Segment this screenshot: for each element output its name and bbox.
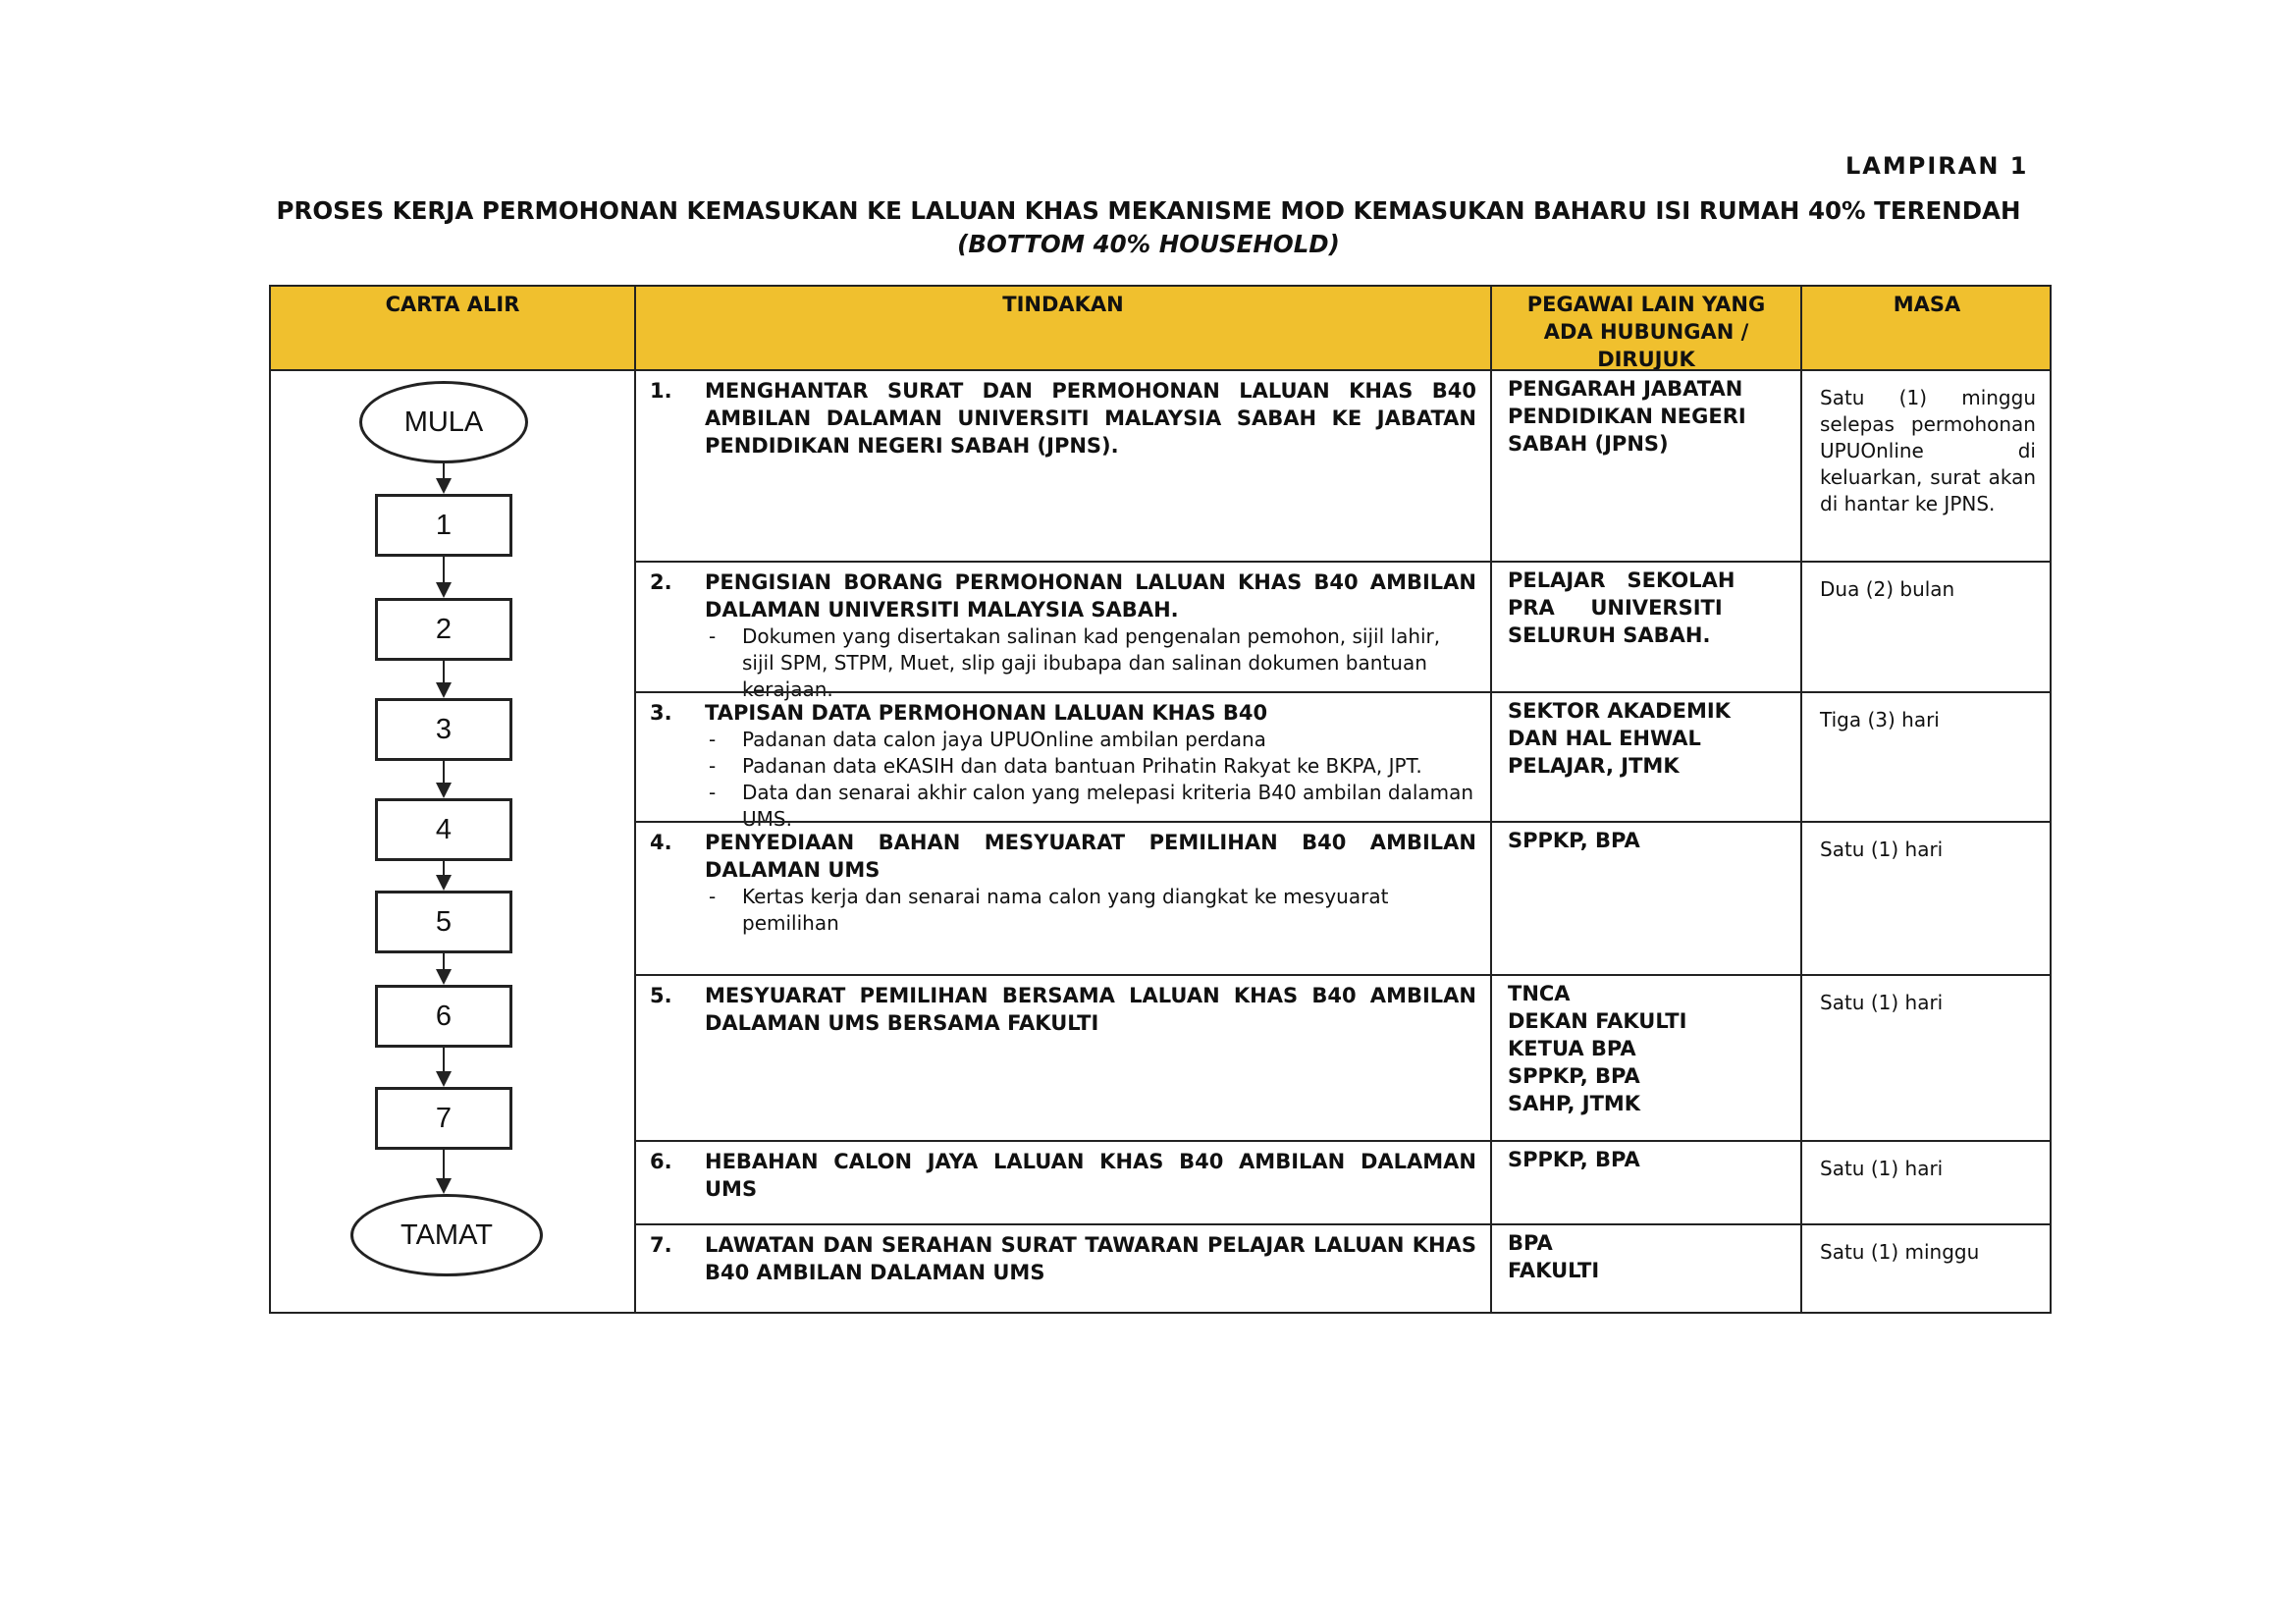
flow-step-box: 2 bbox=[375, 598, 512, 661]
header-officer: PEGAWAI LAIN YANG ADA HUBUNGAN / DIRUJUK bbox=[1490, 285, 1800, 369]
flow-connector bbox=[443, 661, 445, 684]
step-bullet: - Data dan senarai akhir calon yang melepasi kriteria B40 ambilan dalaman UMS. bbox=[705, 780, 1476, 833]
step-heading bbox=[650, 568, 1476, 623]
flow-step-box: 3 bbox=[375, 698, 512, 761]
arrow-down-icon bbox=[436, 875, 452, 891]
arrow-down-icon bbox=[436, 969, 452, 985]
step-heading bbox=[650, 982, 1476, 1037]
officer-line: BPA bbox=[1508, 1231, 1553, 1255]
step-title: PENYEDIAAN BAHAN MESYUARAT PEMILIHAN B40 AMBILAN DALAMAN UMS bbox=[705, 831, 1476, 882]
time-cell: Tiga (3) hari bbox=[1800, 691, 2052, 821]
step-number: 3. bbox=[650, 701, 672, 725]
time-cell: Satu (1) hari bbox=[1800, 1140, 2052, 1223]
time-cell: Satu (1) minggu selepas permohonan UPUOnline di keluarkan, surat akan di hantar ke JPNS. bbox=[1800, 369, 2052, 561]
officer-cell bbox=[1490, 691, 1800, 821]
time-cell: Satu (1) minggu bbox=[1800, 1223, 2052, 1314]
arrow-down-icon bbox=[436, 1071, 452, 1087]
step-number: 7. bbox=[650, 1233, 672, 1257]
flow-connector bbox=[443, 761, 445, 785]
table-border-bottom bbox=[269, 1312, 2052, 1314]
officer-cell bbox=[1490, 1140, 1800, 1223]
title-main: PROSES KERJA PERMOHONAN KEMASUKAN KE LALUAN KHAS MEKANISME MOD KEMASUKAN BAHARU ISI RUMAH 40% TERENDAH bbox=[276, 196, 2021, 225]
action-cell bbox=[634, 821, 1490, 974]
step-bullet: - Dokumen yang disertakan salinan kad pengenalan pemohon, sijil lahir, sijil SPM, STPM, Muet, slip gaji ibubapa dan salinan dokumen bantuan kerajaan. bbox=[705, 623, 1476, 703]
flow-step-box: 5 bbox=[375, 891, 512, 953]
step-heading bbox=[650, 699, 1476, 727]
flow-step-box: 4 bbox=[375, 798, 512, 861]
officer-line: FAKULTI bbox=[1508, 1259, 1600, 1282]
arrow-down-icon bbox=[436, 682, 452, 698]
step-title: HEBAHAN CALON JAYA LALUAN KHAS B40 AMBILAN DALAMAN UMS bbox=[705, 1150, 1476, 1201]
annex-label: LAMPIRAN 1 bbox=[1845, 152, 2029, 180]
time-cell: Dua (2) bulan bbox=[1800, 561, 2052, 691]
step-heading bbox=[650, 829, 1476, 884]
flow-connector bbox=[443, 557, 445, 584]
action-cell bbox=[634, 1223, 1490, 1314]
step-number: 4. bbox=[650, 831, 672, 854]
step-heading bbox=[650, 1148, 1476, 1203]
arrow-down-icon bbox=[436, 478, 452, 494]
flow-start: MULA bbox=[359, 381, 528, 463]
officer-line: PENDIDIKAN NEGERI bbox=[1508, 405, 1746, 428]
step-number: 5. bbox=[650, 984, 672, 1007]
step-title: TAPISAN DATA PERMOHONAN LALUAN KHAS B40 bbox=[705, 701, 1268, 725]
arrow-down-icon bbox=[436, 582, 452, 598]
officer-cell bbox=[1490, 821, 1800, 974]
flow-step-box: 1 bbox=[375, 494, 512, 557]
officer-line: SPPKP, BPA bbox=[1508, 1064, 1640, 1088]
step-number: 1. bbox=[650, 379, 672, 403]
flow-connector bbox=[443, 1048, 445, 1073]
step-heading bbox=[650, 1231, 1476, 1286]
officer-line: SEKTOR AKADEMIK bbox=[1508, 699, 1731, 723]
flow-step-box: 6 bbox=[375, 985, 512, 1048]
time-cell: Satu (1) hari bbox=[1800, 821, 2052, 974]
action-cell bbox=[634, 974, 1490, 1140]
officer-line: SABAH (JPNS) bbox=[1508, 432, 1669, 456]
officer-line: PELAJAR, JTMK bbox=[1508, 754, 1680, 778]
header-action: TINDAKAN bbox=[634, 285, 1490, 369]
step-number: 6. bbox=[650, 1150, 672, 1173]
arrow-down-icon bbox=[436, 783, 452, 798]
officer-line: PRA UNIVERSITI bbox=[1508, 596, 1723, 620]
step-bullet: - Padanan data calon jaya UPUOnline ambilan perdana bbox=[705, 727, 1476, 753]
officer-cell bbox=[1490, 561, 1800, 691]
officer-line: PELAJAR SEKOLAH bbox=[1508, 568, 1735, 592]
step-bullet: - Kertas kerja dan senarai nama calon yang diangkat ke mesyuarat pemilihan bbox=[705, 884, 1476, 937]
step-bullets bbox=[650, 884, 1476, 937]
document-title bbox=[255, 194, 2042, 261]
step-number: 2. bbox=[650, 570, 672, 594]
officer-line: KETUA BPA bbox=[1508, 1037, 1636, 1060]
officer-cell bbox=[1490, 974, 1800, 1140]
arrow-down-icon bbox=[436, 1178, 452, 1194]
action-cell bbox=[634, 369, 1490, 561]
header-flow: CARTA ALIR bbox=[269, 285, 634, 369]
step-title: MESYUARAT PEMILIHAN BERSAMA LALUAN KHAS B40 AMBILAN DALAMAN UMS BERSAMA FAKULTI bbox=[705, 984, 1476, 1035]
officer-line: DAN HAL EHWAL bbox=[1508, 727, 1701, 750]
action-cell bbox=[634, 691, 1490, 831]
officer-line: PENGARAH JABATAN bbox=[1508, 377, 1743, 401]
officer-line: TNCA bbox=[1508, 982, 1571, 1005]
action-cell bbox=[634, 1140, 1490, 1223]
time-cell: Satu (1) hari bbox=[1800, 974, 2052, 1140]
flow-end: TAMAT bbox=[350, 1194, 543, 1276]
officer-line: SPPKP, BPA bbox=[1508, 1148, 1640, 1171]
officer-line: SPPKP, BPA bbox=[1508, 829, 1640, 852]
officer-cell bbox=[1490, 1223, 1800, 1314]
step-title: MENGHANTAR SURAT DAN PERMOHONAN LALUAN KHAS B40 AMBILAN DALAMAN UNIVERSITI MALAYSIA SABAH KE JABATAN PENDIDIKAN NEGERI SABAH (JPNS). bbox=[705, 379, 1476, 458]
header-time: MASA bbox=[1800, 285, 2052, 369]
step-title: PENGISIAN BORANG PERMOHONAN LALUAN KHAS B40 AMBILAN DALAMAN UNIVERSITI MALAYSIA SABAH. bbox=[705, 570, 1476, 622]
table-border-right bbox=[2050, 285, 2052, 1314]
officer-line: SAHP, JTMK bbox=[1508, 1092, 1641, 1115]
action-cell bbox=[634, 561, 1490, 701]
officer-cell bbox=[1490, 369, 1800, 561]
step-heading bbox=[650, 377, 1476, 460]
officer-line: DEKAN FAKULTI bbox=[1508, 1009, 1687, 1033]
flow-step-box: 7 bbox=[375, 1087, 512, 1150]
officer-line: SELURUH SABAH. bbox=[1508, 623, 1711, 647]
step-bullets bbox=[650, 727, 1476, 833]
step-bullet: - Padanan data eKASIH dan data bantuan Prihatin Rakyat ke BKPA, JPT. bbox=[705, 753, 1476, 780]
step-title: LAWATAN DAN SERAHAN SURAT TAWARAN PELAJAR LALUAN KHAS B40 AMBILAN DALAMAN UMS bbox=[705, 1233, 1476, 1284]
title-subtitle: (BOTTOM 40% HOUSEHOLD) bbox=[957, 230, 1340, 258]
flow-connector bbox=[443, 1150, 445, 1180]
